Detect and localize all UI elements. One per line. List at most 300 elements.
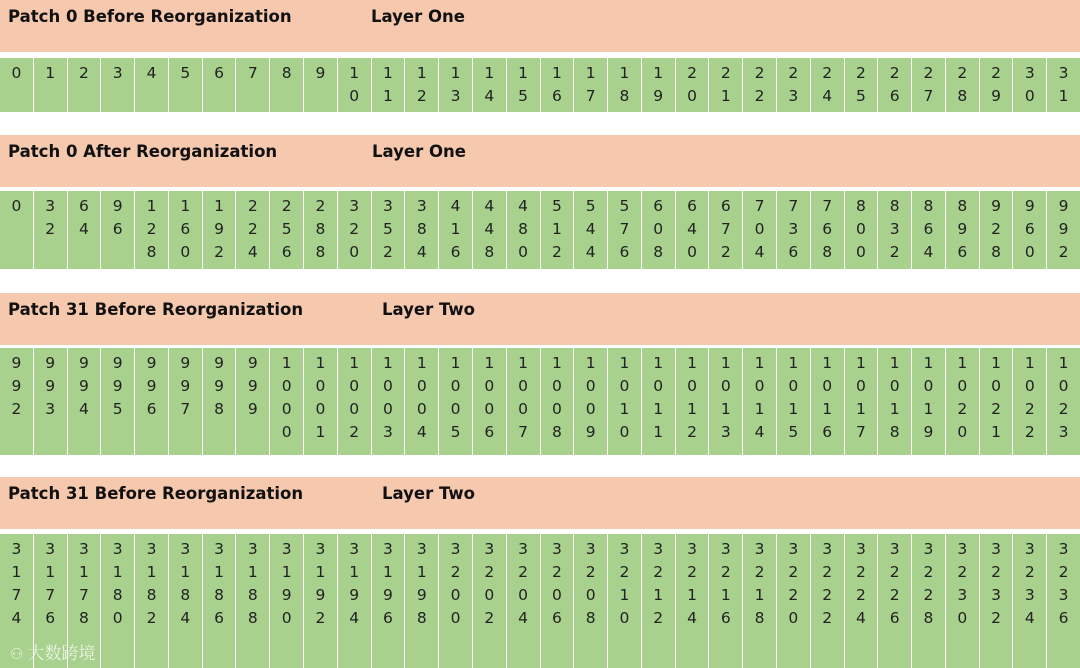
cell-digit: 0 bbox=[281, 400, 292, 418]
grid-cell bbox=[0, 58, 33, 112]
grid-cell bbox=[945, 534, 979, 668]
cell-digit: 2 bbox=[754, 64, 765, 82]
cell-digit: 1 bbox=[822, 400, 833, 418]
cell-digit: 0 bbox=[653, 220, 664, 238]
cell-digit: 0 bbox=[855, 243, 866, 261]
cell-digit: 2 bbox=[822, 563, 833, 581]
section-3-header bbox=[0, 293, 1080, 345]
grid-cell bbox=[844, 534, 878, 668]
cell-digit: 1 bbox=[416, 563, 427, 581]
grid-cell bbox=[945, 191, 979, 269]
grid-cell bbox=[67, 58, 101, 112]
grid-cell bbox=[235, 191, 269, 269]
cell-digit: 2 bbox=[754, 563, 765, 581]
cell-digit: 3 bbox=[349, 540, 360, 558]
cell-digit: 0 bbox=[551, 400, 562, 418]
grid-cell bbox=[540, 348, 574, 455]
grid-cell bbox=[0, 191, 33, 269]
grid-cell bbox=[202, 58, 236, 112]
grid-cell bbox=[844, 191, 878, 269]
cell-digit: 2 bbox=[889, 586, 900, 604]
cell-digit: 3 bbox=[45, 540, 56, 558]
cell-digit: 1 bbox=[551, 220, 562, 238]
cell-digit: 9 bbox=[991, 197, 1001, 215]
section-2-header bbox=[0, 135, 1080, 187]
grid-cell bbox=[202, 191, 236, 269]
cell-digit: 0 bbox=[349, 400, 360, 418]
cell-digit: 4 bbox=[247, 243, 258, 261]
cell-digit: 9 bbox=[585, 423, 596, 441]
cell-digit: 7 bbox=[79, 586, 89, 604]
cell-digit: 9 bbox=[79, 354, 89, 372]
cell-digit: 1 bbox=[653, 423, 664, 441]
cell-digit: 3 bbox=[957, 586, 968, 604]
cell-digit: 6 bbox=[889, 87, 900, 105]
cell-digit: 0 bbox=[349, 87, 360, 105]
cell-digit: 1 bbox=[687, 354, 697, 372]
cell-digit: 1 bbox=[788, 354, 799, 372]
cell-digit: 5 bbox=[180, 64, 191, 82]
grid-cell bbox=[1046, 348, 1080, 455]
cell-digit: 1 bbox=[281, 354, 292, 372]
cell-digit: 0 bbox=[450, 377, 461, 395]
cell-digit: 3 bbox=[450, 87, 461, 105]
cell-digit: 1 bbox=[720, 87, 731, 105]
cell-digit: 3 bbox=[1058, 423, 1069, 441]
grid-cell bbox=[404, 191, 438, 269]
cell-digit: 4 bbox=[11, 609, 22, 627]
cell-digit: 2 bbox=[1024, 400, 1035, 418]
grid-cell bbox=[810, 191, 844, 269]
cell-digit: 1 bbox=[180, 563, 191, 581]
cell-digit: 3 bbox=[112, 64, 123, 82]
cell-digit: 1 bbox=[889, 354, 900, 372]
cell-digit: 2 bbox=[214, 243, 225, 261]
cell-digit: 6 bbox=[281, 243, 292, 261]
cell-digit: 3 bbox=[788, 87, 799, 105]
grid-cell bbox=[979, 348, 1013, 455]
cell-digit: 0 bbox=[754, 377, 765, 395]
grid-cell bbox=[810, 58, 844, 112]
cell-digit: 5 bbox=[619, 197, 630, 215]
grid-cell bbox=[506, 348, 540, 455]
grid-cell bbox=[472, 348, 506, 455]
cell-digit: 1 bbox=[484, 64, 495, 82]
cell-digit: 9 bbox=[112, 197, 123, 215]
section-2-layer: Layer One bbox=[372, 142, 466, 161]
cell-digit: 1 bbox=[653, 400, 664, 418]
grid-cell bbox=[168, 58, 202, 112]
cell-digit: 1 bbox=[112, 563, 123, 581]
cell-digit: 7 bbox=[720, 220, 731, 238]
cell-digit: 8 bbox=[484, 243, 495, 261]
cell-digit: 0 bbox=[416, 377, 427, 395]
cell-digit: 0 bbox=[1024, 243, 1035, 261]
cell-digit: 3 bbox=[923, 540, 934, 558]
cell-digit: 8 bbox=[551, 423, 562, 441]
cell-digit: 4 bbox=[180, 609, 191, 627]
grid-cell bbox=[945, 348, 979, 455]
cell-digit: 1 bbox=[180, 197, 191, 215]
cell-digit: 6 bbox=[214, 64, 225, 82]
grid-cell bbox=[540, 191, 574, 269]
grid-cell bbox=[1012, 348, 1046, 455]
cell-digit: 9 bbox=[45, 377, 56, 395]
grid-cell bbox=[675, 58, 709, 112]
cell-digit: 0 bbox=[822, 377, 833, 395]
cell-digit: 2 bbox=[1058, 400, 1069, 418]
cell-digit: 2 bbox=[1024, 423, 1035, 441]
cell-digit: 2 bbox=[889, 563, 900, 581]
cell-digit: 0 bbox=[450, 400, 461, 418]
cell-digit: 6 bbox=[1058, 609, 1069, 627]
section-3-title: Patch 31 Before Reorganization bbox=[8, 300, 304, 319]
cell-digit: 2 bbox=[518, 563, 529, 581]
grid-cell bbox=[776, 58, 810, 112]
grid-cell bbox=[438, 58, 472, 112]
cell-digit: 6 bbox=[45, 609, 56, 627]
cell-digit: 2 bbox=[991, 609, 1001, 627]
cell-digit: 4 bbox=[79, 220, 89, 238]
grid-cell bbox=[911, 348, 945, 455]
cell-digit: 0 bbox=[991, 377, 1001, 395]
cell-digit: 7 bbox=[754, 197, 765, 215]
cell-digit: 0 bbox=[855, 377, 866, 395]
section-4-header bbox=[0, 477, 1080, 529]
cell-digit: 2 bbox=[957, 563, 968, 581]
cell-digit: 2 bbox=[957, 400, 968, 418]
cell-digit: 8 bbox=[247, 586, 258, 604]
cell-digit: 2 bbox=[720, 64, 731, 82]
cell-digit: 0 bbox=[687, 243, 697, 261]
cell-digit: 0 bbox=[653, 377, 664, 395]
cell-digit: 4 bbox=[822, 87, 833, 105]
grid-cell bbox=[641, 534, 675, 668]
grid-cell bbox=[607, 348, 641, 455]
cell-digit: 2 bbox=[855, 586, 866, 604]
grid-cell bbox=[269, 534, 303, 668]
grid-cell bbox=[675, 348, 709, 455]
cell-digit: 1 bbox=[653, 64, 664, 82]
grid-cell bbox=[100, 58, 134, 112]
cell-digit: 9 bbox=[146, 354, 157, 372]
grid-cell bbox=[168, 191, 202, 269]
grid-cell bbox=[1046, 58, 1080, 112]
cell-digit: 3 bbox=[788, 220, 799, 238]
cell-digit: 0 bbox=[11, 64, 22, 82]
cell-digit: 1 bbox=[720, 354, 731, 372]
cell-digit: 7 bbox=[518, 423, 529, 441]
cell-digit: 1 bbox=[754, 586, 765, 604]
wechat-icon: ⚇ bbox=[10, 645, 24, 663]
grid-cell bbox=[269, 191, 303, 269]
cell-digit: 1 bbox=[518, 64, 529, 82]
grid-cell bbox=[202, 348, 236, 455]
grid-cell bbox=[168, 348, 202, 455]
cell-digit: 0 bbox=[957, 609, 968, 627]
grid-cell bbox=[303, 58, 337, 112]
cell-digit: 2 bbox=[923, 563, 934, 581]
cell-digit: 9 bbox=[923, 423, 934, 441]
grid-cell bbox=[607, 534, 641, 668]
cell-digit: 8 bbox=[923, 609, 934, 627]
cell-digit: 2 bbox=[889, 243, 900, 261]
cell-digit: 5 bbox=[518, 87, 529, 105]
cell-digit: 4 bbox=[585, 220, 596, 238]
cell-digit: 1 bbox=[383, 64, 393, 82]
cell-digit: 1 bbox=[551, 354, 562, 372]
cell-digit: 6 bbox=[788, 243, 799, 261]
cell-digit: 2 bbox=[11, 400, 22, 418]
cell-digit: 1 bbox=[619, 400, 630, 418]
grid-cell bbox=[134, 534, 168, 668]
grid-cell bbox=[708, 191, 742, 269]
cell-digit: 1 bbox=[11, 563, 22, 581]
cell-digit: 1 bbox=[822, 354, 833, 372]
cell-digit: 4 bbox=[484, 197, 495, 215]
cell-digit: 5 bbox=[855, 87, 866, 105]
grid-cell bbox=[945, 58, 979, 112]
cell-digit: 1 bbox=[889, 400, 900, 418]
cell-digit: 3 bbox=[416, 540, 427, 558]
cell-digit: 8 bbox=[315, 243, 326, 261]
cell-digit: 2 bbox=[957, 64, 968, 82]
grid-cell bbox=[911, 58, 945, 112]
cell-digit: 0 bbox=[551, 377, 562, 395]
cell-digit: 1 bbox=[1058, 87, 1069, 105]
grid-cell bbox=[979, 534, 1013, 668]
cell-digit: 1 bbox=[653, 586, 664, 604]
cell-digit: 2 bbox=[315, 197, 326, 215]
cell-digit: 9 bbox=[991, 87, 1001, 105]
cell-digit: 2 bbox=[788, 586, 799, 604]
grid-cell bbox=[877, 534, 911, 668]
cell-digit: 3 bbox=[11, 540, 22, 558]
cell-digit: 9 bbox=[315, 586, 326, 604]
cell-digit: 0 bbox=[619, 423, 630, 441]
cell-digit: 2 bbox=[484, 609, 495, 627]
grid-cell bbox=[675, 534, 709, 668]
cell-digit: 1 bbox=[349, 64, 360, 82]
cell-digit: 2 bbox=[788, 563, 799, 581]
grid-cell bbox=[540, 534, 574, 668]
cell-digit: 3 bbox=[315, 540, 326, 558]
cell-digit: 3 bbox=[720, 423, 731, 441]
cell-digit: 4 bbox=[416, 423, 427, 441]
grid-cell bbox=[303, 534, 337, 668]
cell-digit: 0 bbox=[11, 197, 22, 215]
cell-digit: 3 bbox=[383, 197, 393, 215]
cell-digit: 3 bbox=[383, 540, 393, 558]
cell-digit: 5 bbox=[281, 220, 292, 238]
grid-cell bbox=[472, 191, 506, 269]
grid-cell bbox=[844, 348, 878, 455]
cell-digit: 2 bbox=[991, 400, 1001, 418]
cell-digit: 4 bbox=[484, 220, 495, 238]
cell-digit: 3 bbox=[484, 540, 495, 558]
grid-cell bbox=[810, 348, 844, 455]
cell-digit: 1 bbox=[754, 354, 765, 372]
cell-digit: 2 bbox=[822, 64, 833, 82]
cell-digit: 3 bbox=[991, 586, 1001, 604]
grid-cell bbox=[371, 348, 405, 455]
cell-digit: 1 bbox=[754, 400, 765, 418]
cell-digit: 2 bbox=[1024, 563, 1035, 581]
cell-digit: 9 bbox=[1058, 220, 1069, 238]
grid-cell bbox=[337, 191, 371, 269]
section-1-title: Patch 0 Before Reorganization bbox=[8, 7, 292, 26]
cell-digit: 1 bbox=[214, 197, 225, 215]
cell-digit: 8 bbox=[112, 586, 123, 604]
cell-digit: 2 bbox=[653, 609, 664, 627]
cell-digit: 8 bbox=[416, 609, 427, 627]
cell-digit: 2 bbox=[653, 563, 664, 581]
cell-digit: 2 bbox=[551, 563, 562, 581]
cell-digit: 3 bbox=[687, 540, 697, 558]
cell-digit: 2 bbox=[1058, 243, 1069, 261]
cell-digit: 1 bbox=[619, 64, 630, 82]
cell-digit: 2 bbox=[416, 87, 427, 105]
grid-cell bbox=[810, 534, 844, 668]
grid-cell bbox=[573, 58, 607, 112]
cell-digit: 2 bbox=[991, 220, 1001, 238]
cell-digit: 6 bbox=[822, 423, 833, 441]
grid-cell bbox=[540, 58, 574, 112]
cell-digit: 6 bbox=[484, 423, 495, 441]
cell-digit: 0 bbox=[585, 377, 596, 395]
grid-cell bbox=[438, 534, 472, 668]
cell-digit: 2 bbox=[349, 423, 360, 441]
cell-digit: 0 bbox=[1024, 377, 1035, 395]
grid-cell bbox=[303, 348, 337, 455]
cell-digit: 8 bbox=[957, 197, 968, 215]
cell-digit: 8 bbox=[619, 87, 630, 105]
cell-digit: 8 bbox=[146, 243, 157, 261]
cell-digit: 3 bbox=[889, 540, 900, 558]
cell-digit: 2 bbox=[349, 220, 360, 238]
grid-cell bbox=[371, 191, 405, 269]
cell-digit: 9 bbox=[79, 377, 89, 395]
cell-digit: 0 bbox=[687, 87, 697, 105]
cell-digit: 6 bbox=[1024, 220, 1035, 238]
cell-digit: 8 bbox=[281, 64, 292, 82]
cell-digit: 1 bbox=[991, 354, 1001, 372]
section-4-grid bbox=[0, 534, 1080, 668]
grid-cell bbox=[235, 534, 269, 668]
grid-cell bbox=[979, 191, 1013, 269]
cell-digit: 0 bbox=[450, 586, 461, 604]
cell-digit: 6 bbox=[551, 609, 562, 627]
cell-digit: 2 bbox=[923, 64, 934, 82]
cell-digit: 5 bbox=[112, 400, 123, 418]
cell-digit: 0 bbox=[450, 609, 461, 627]
cell-digit: 8 bbox=[889, 197, 900, 215]
cell-digit: 8 bbox=[146, 586, 157, 604]
cell-digit: 3 bbox=[450, 540, 461, 558]
cell-digit: 6 bbox=[822, 220, 833, 238]
grid-cell bbox=[742, 534, 776, 668]
cell-digit: 9 bbox=[214, 220, 225, 238]
cell-digit: 7 bbox=[45, 586, 56, 604]
grid-cell bbox=[472, 58, 506, 112]
grid-cell bbox=[776, 191, 810, 269]
grid-cell bbox=[742, 348, 776, 455]
cell-digit: 9 bbox=[247, 354, 258, 372]
cell-digit: 2 bbox=[687, 423, 697, 441]
cell-digit: 0 bbox=[518, 243, 529, 261]
cell-digit: 9 bbox=[11, 377, 22, 395]
cell-digit: 6 bbox=[112, 220, 123, 238]
grid-cell bbox=[100, 348, 134, 455]
cell-digit: 1 bbox=[585, 354, 596, 372]
cell-digit: 1 bbox=[518, 354, 529, 372]
cell-digit: 0 bbox=[518, 400, 529, 418]
cell-digit: 2 bbox=[585, 563, 596, 581]
cell-digit: 1 bbox=[687, 400, 697, 418]
cell-digit: 4 bbox=[416, 243, 427, 261]
cell-digit: 0 bbox=[855, 220, 866, 238]
grid-cell bbox=[269, 58, 303, 112]
section-1-layer: Layer One bbox=[371, 7, 465, 26]
cell-digit: 3 bbox=[416, 197, 427, 215]
grid-cell bbox=[33, 191, 67, 269]
cell-digit: 3 bbox=[79, 540, 89, 558]
grid-cell bbox=[438, 191, 472, 269]
cell-digit: 2 bbox=[79, 64, 89, 82]
cell-digit: 5 bbox=[551, 197, 562, 215]
section-3-grid bbox=[0, 348, 1080, 455]
cell-digit: 3 bbox=[146, 540, 157, 558]
cell-digit: 8 bbox=[79, 609, 89, 627]
cell-digit: 2 bbox=[551, 243, 562, 261]
cell-digit: 1 bbox=[416, 354, 427, 372]
cell-digit: 6 bbox=[450, 243, 461, 261]
grid-cell bbox=[100, 191, 134, 269]
cell-digit: 3 bbox=[653, 540, 664, 558]
cell-digit: 4 bbox=[518, 609, 529, 627]
cell-digit: 2 bbox=[855, 563, 866, 581]
grid-cell bbox=[404, 348, 438, 455]
cell-digit: 1 bbox=[247, 563, 258, 581]
grid-cell bbox=[33, 348, 67, 455]
grid-cell bbox=[708, 348, 742, 455]
cell-digit: 8 bbox=[822, 243, 833, 261]
cell-digit: 4 bbox=[349, 609, 360, 627]
cell-digit: 1 bbox=[619, 354, 630, 372]
cell-digit: 9 bbox=[1024, 197, 1035, 215]
cell-digit: 2 bbox=[991, 563, 1001, 581]
cell-digit: 3 bbox=[822, 540, 833, 558]
cell-digit: 1 bbox=[551, 64, 562, 82]
cell-digit: 2 bbox=[450, 563, 461, 581]
cell-digit: 6 bbox=[687, 197, 697, 215]
cell-digit: 3 bbox=[247, 540, 258, 558]
grid-cell bbox=[67, 348, 101, 455]
cell-digit: 4 bbox=[855, 609, 866, 627]
cell-digit: 6 bbox=[383, 609, 393, 627]
cell-digit: 5 bbox=[383, 220, 393, 238]
section-2-grid bbox=[0, 191, 1080, 269]
cell-digit: 3 bbox=[214, 540, 225, 558]
cell-digit: 3 bbox=[619, 540, 630, 558]
cell-digit: 8 bbox=[416, 220, 427, 238]
grid-cell bbox=[1012, 191, 1046, 269]
cell-digit: 4 bbox=[754, 423, 765, 441]
section-2-title: Patch 0 After Reorganization bbox=[8, 142, 278, 161]
cell-digit: 2 bbox=[991, 64, 1001, 82]
cell-digit: 6 bbox=[653, 197, 664, 215]
cell-digit: 7 bbox=[247, 64, 258, 82]
